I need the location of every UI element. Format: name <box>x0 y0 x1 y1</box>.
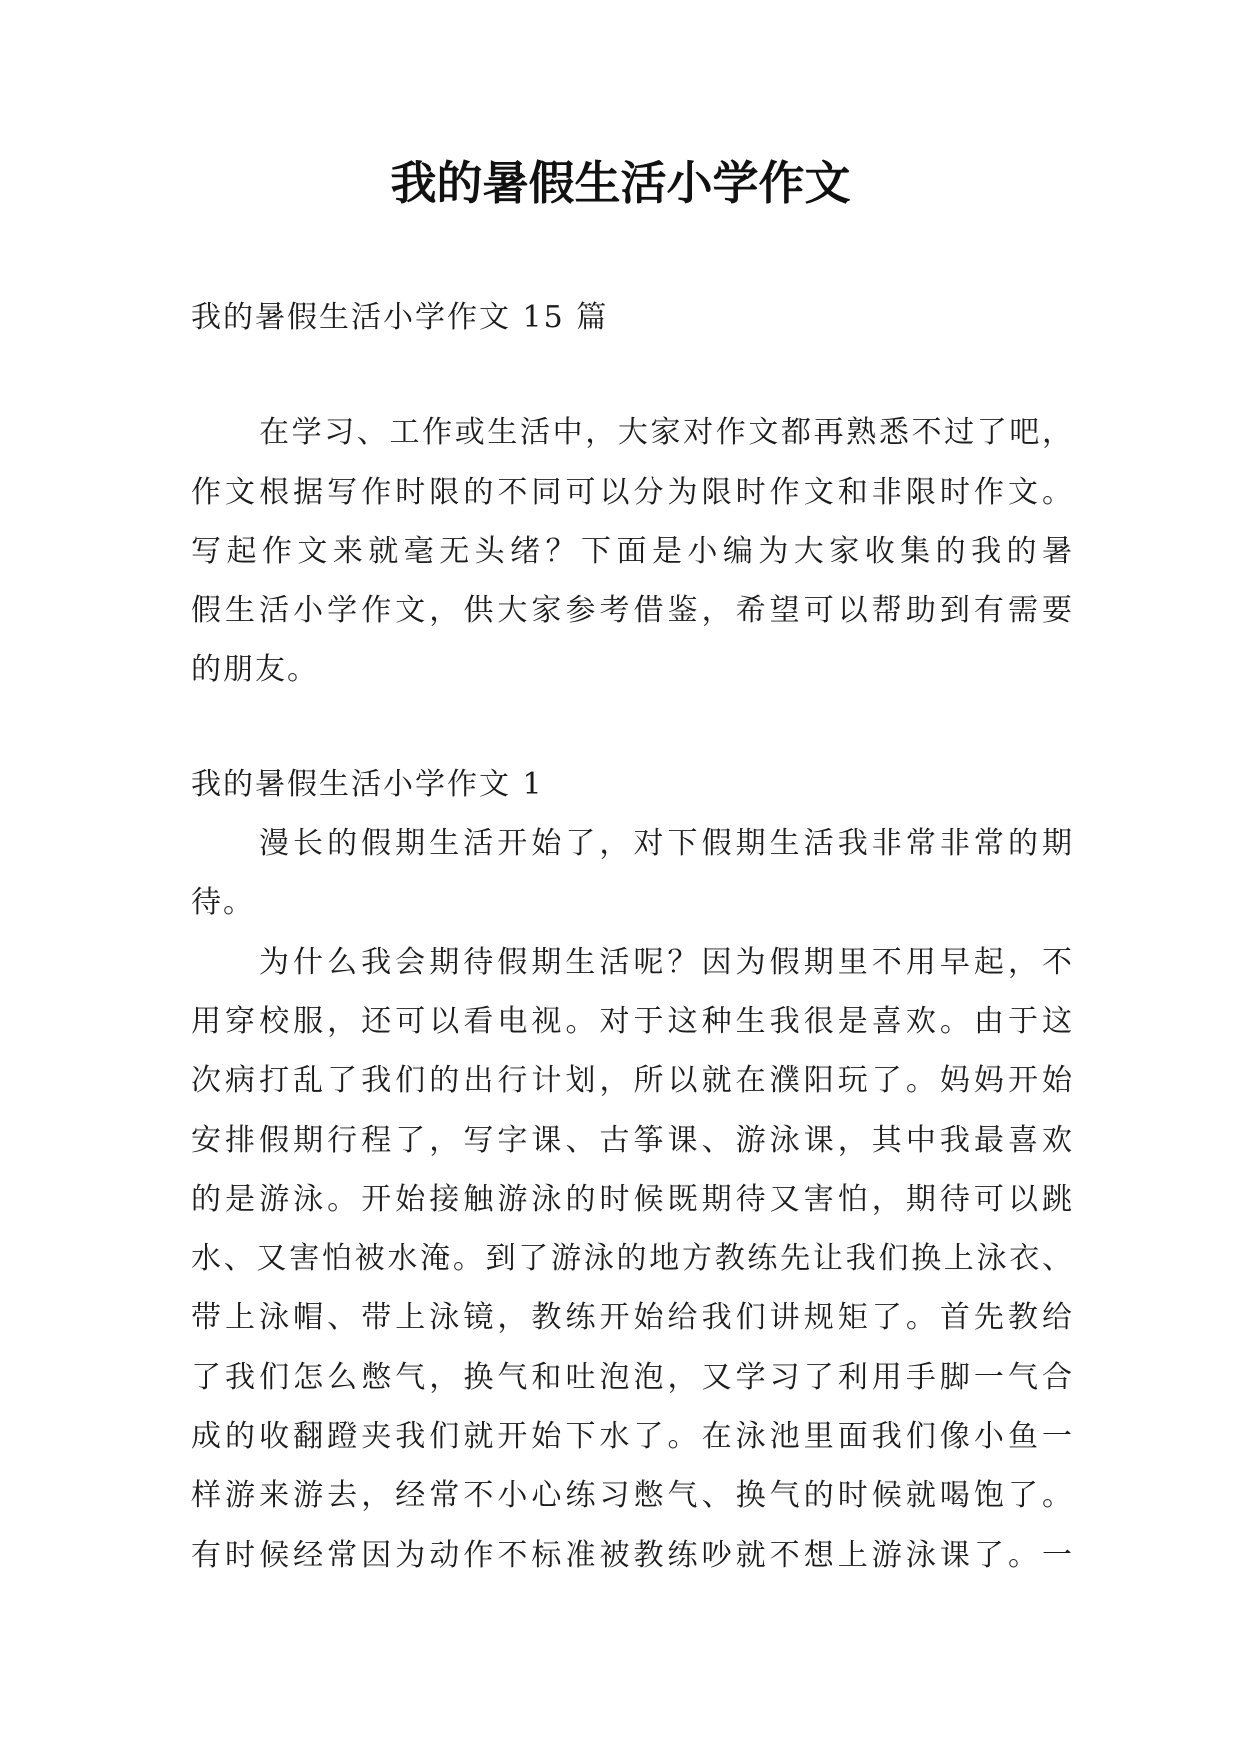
paragraph-line: 水、又害怕被水淹。到了游泳的地方教练先让我们换上泳衣、 <box>191 1241 1074 1277</box>
paragraph-line: 的是游泳。开始接触游泳的时候既期待又害怕，期待可以跳 <box>191 1181 1074 1217</box>
essay-section-1 <box>191 755 1074 1585</box>
document-body <box>191 288 1074 1585</box>
paragraph-line: 样游来游去，经常不小心练习憋气、换气的时候就喝饱了。 <box>191 1478 1074 1514</box>
paragraph-line: 次病打乱了我们的出行计划，所以就在濮阳玩了。妈妈开始 <box>191 1063 1074 1099</box>
paragraph-line: 用穿校服，还可以看电视。对于这种生我很是喜欢。由于这 <box>191 1003 1074 1039</box>
paragraph-line: 带上泳帽、带上泳镜，教练开始给我们讲规矩了。首先教给 <box>191 1300 1074 1336</box>
essay-paragraph-2 <box>191 933 1074 1585</box>
paragraph-line: 安排假期行程了，写字课、古筝课、游泳课，其中我最喜欢 <box>191 1122 1074 1158</box>
paragraph-line: 假生活小学作文，供大家参考借鉴，希望可以帮助到有需要 <box>191 593 1074 629</box>
document-subtitle: 我的暑假生活小学作文 15 篇 <box>191 300 609 335</box>
paragraph-line: 了我们怎么憋气，换气和吐泡泡，又学习了利用手脚一气合 <box>191 1359 1074 1395</box>
essay-paragraph-1 <box>191 814 1074 933</box>
paragraph-line: 在学习、工作或生活中，大家对作文都再熟悉不过了吧， <box>259 415 1074 451</box>
paragraph-line: 待。 <box>191 885 255 921</box>
paragraph-line: 有时候经常因为动作不标准被教练吵就不想上游泳课了。一 <box>191 1537 1074 1573</box>
document-title: 我的暑假生活小学作文 <box>390 156 851 210</box>
paragraph-line: 写起作文来就毫无头绪？下面是小编为大家收集的我的暑 <box>191 533 1074 569</box>
paragraph-line: 成的收翻蹬夹我们就开始下水了。在泳池里面我们像小鱼一 <box>191 1419 1074 1455</box>
section-heading: 我的暑假生活小学作文 1 <box>191 766 544 802</box>
intro-paragraph <box>191 403 1074 699</box>
paragraph-line: 为什么我会期待假期生活呢？因为假期里不用早起，不 <box>259 944 1074 980</box>
paragraph-line: 漫长的假期生活开始了，对下假期生活我非常非常的期 <box>259 826 1074 862</box>
paragraph-line: 的朋友。 <box>191 652 319 688</box>
paragraph-line: 作文根据写作时限的不同可以分为限时作文和非限时作文。 <box>191 474 1074 510</box>
